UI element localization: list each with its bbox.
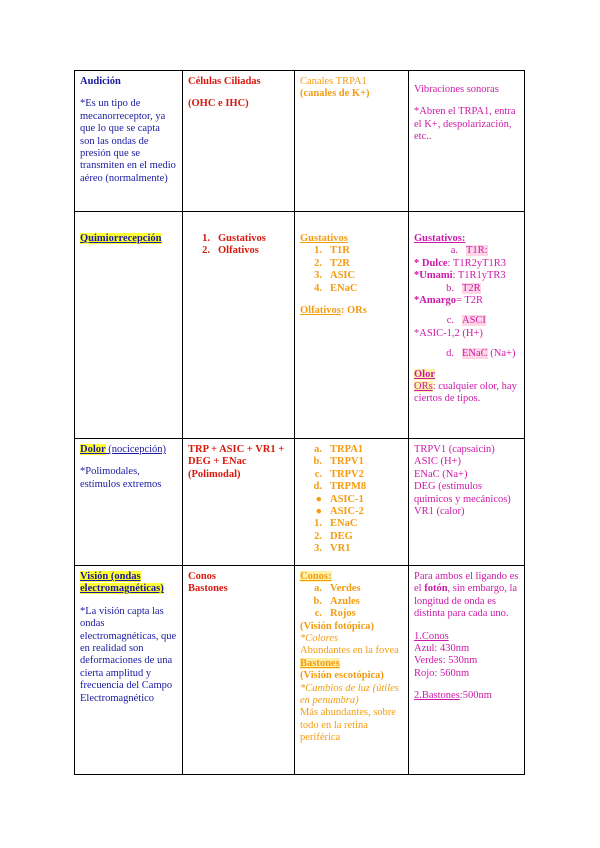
- cell-text: 2.Bastones:500nm: [414, 690, 492, 702]
- cell-text: (canales de K+): [300, 88, 370, 100]
- cell-text: (OHC e IHC): [188, 98, 249, 110]
- cell-text: *Umami: T1R1yTR3: [414, 270, 506, 282]
- cell-receptor-cells: [183, 71, 295, 212]
- list-item: a. Verdes: [314, 583, 361, 595]
- cell-channels: [295, 566, 409, 775]
- cell-text: *Abren el TRPA1, entra el K+, despolarización, etc..: [414, 106, 516, 143]
- list-item: 3. ASIC: [314, 270, 356, 282]
- cell-heading: Gustativos: [300, 233, 348, 244]
- receptor-list: [188, 233, 289, 258]
- cell-receptor-cells: [183, 439, 295, 566]
- cell-text: Conos: [188, 571, 217, 582]
- row-description: *Es un tipo de mecanorreceptor, ya que lo que se capta son las ondas de presión que se transmiten en el medio aéreo (normalmente): [80, 98, 176, 184]
- cell-text: *Cambios de luz (útiles en penumbra): [300, 682, 399, 707]
- list-item: 1. T1R: [314, 245, 350, 257]
- cell-sense: [75, 71, 183, 212]
- table-row: [75, 71, 525, 212]
- cell-channels: [295, 71, 409, 212]
- list-item: 2. Olfativos: [202, 245, 259, 257]
- list-item: 1. ENaC: [314, 518, 358, 530]
- cell-heading: Gustativos:: [414, 233, 466, 244]
- cell-heading: 1.Conos: [414, 630, 449, 642]
- cell-text: ASIC (H+): [414, 456, 462, 468]
- list-item: ● ASIC-2: [315, 506, 364, 518]
- list-item: a. T1R:: [450, 245, 488, 257]
- cell-stimulus: [409, 439, 525, 566]
- cell-heading: Bastones: [300, 657, 340, 669]
- cell-text: ENaC (Na+): [414, 468, 468, 480]
- cell-text: *ASIC-1,2 (H+): [414, 327, 483, 339]
- row-title: Dolor (nocicepción): [80, 444, 167, 455]
- document-page: [74, 70, 524, 775]
- cell-stimulus: [409, 566, 525, 775]
- cell-sense: [75, 212, 183, 439]
- cell-text: Canales TRPA1: [300, 76, 367, 87]
- cell-text: (Polimodal): [188, 468, 241, 480]
- cell-text: *Colores: [300, 633, 339, 645]
- cell-stimulus: [409, 71, 525, 212]
- list-item: d. TRPM8: [313, 481, 367, 493]
- list-item: 2. T2R: [314, 257, 350, 269]
- cell-text: VR1 (calor): [414, 506, 465, 518]
- row-title: Quimiorrecepción: [80, 233, 162, 244]
- list-item: b. TRPV1: [313, 456, 364, 468]
- cell-text: (Visión fotópica): [300, 620, 374, 632]
- cell-heading: Olor: [414, 368, 435, 380]
- list-item: 4. ENaC: [314, 282, 358, 294]
- cell-text: Verdes: 530nm: [414, 655, 478, 667]
- list-item: 3. VR1: [314, 543, 351, 555]
- list-item: c. ASCI: [446, 315, 486, 327]
- row-title: Visión (ondas electromagnéticas): [80, 571, 164, 595]
- table-row: [75, 212, 525, 439]
- cell-text: DEG (estímulos químicos y mecánicos): [414, 481, 511, 505]
- list-item: 2. DEG: [314, 530, 353, 542]
- cell-text: Bastones: [188, 583, 228, 595]
- cell-text: (Visión escotópica): [300, 670, 384, 682]
- cell-sense: [75, 566, 183, 775]
- cell-text: Rojo: 560nm: [414, 667, 470, 679]
- row-description: *La visión capta las ondas electromagnéticas, que en realidad son deformaciones de una cierta amplitud y frecuencia del Campo Electromagnético: [80, 605, 177, 704]
- cell-receptor-cells: [183, 566, 295, 775]
- cell-text: * Dulce: T1R2yT1R3: [414, 257, 506, 269]
- receptors-table: [74, 70, 525, 775]
- cell-text: Células Ciliadas: [188, 76, 261, 87]
- row-title: Audición: [80, 76, 121, 87]
- cell-channels: [295, 439, 409, 566]
- list-item: b. Azules: [313, 595, 360, 607]
- list-item: 1. Gustativos: [202, 233, 266, 244]
- list-item: ● ASIC-1: [315, 493, 364, 505]
- cell-text: ORs: cualquier olor, hay ciertos de tipos.: [414, 381, 517, 405]
- list-item: a. TRPA1: [314, 444, 364, 455]
- cell-receptor-cells: [183, 212, 295, 439]
- olfactory-line: Olfativos: ORs: [300, 305, 367, 317]
- list-item: b. T2R: [446, 282, 481, 294]
- row-description: *Polimodales, estímulos extremos: [80, 466, 162, 490]
- cell-stimulus: [409, 212, 525, 439]
- cell-text: Más abundantes, sobre todo en la retina periférica: [300, 707, 396, 744]
- channel-list: [300, 245, 403, 295]
- cell-heading: Conos:: [300, 571, 332, 582]
- cell-text: Abundantes en la fovea: [300, 645, 399, 657]
- cell-text: TRP + ASIC + VR1 + DEG + ENac: [188, 444, 285, 468]
- channel-list: [300, 583, 403, 620]
- cell-text: *Amargo= T2R: [414, 295, 484, 307]
- list-item: d. ENaC (Na+): [446, 348, 516, 360]
- cell-channels: [295, 212, 409, 439]
- cell-sense: [75, 439, 183, 566]
- channel-list: [300, 444, 403, 556]
- cell-text: TRPV1 (capsaicin): [414, 444, 495, 455]
- cell-text: Vibraciones sonoras: [414, 84, 499, 95]
- table-row: [75, 439, 525, 566]
- cell-text: Para ambos el ligando es el fotón, sin embargo, la longitud de onda es distinta para cada uno.: [414, 571, 519, 620]
- table-row: [75, 566, 525, 775]
- cell-text: Azul: 430nm: [414, 643, 470, 655]
- list-item: c. TRPV2: [314, 468, 364, 480]
- list-item: c. Rojos: [314, 608, 356, 620]
